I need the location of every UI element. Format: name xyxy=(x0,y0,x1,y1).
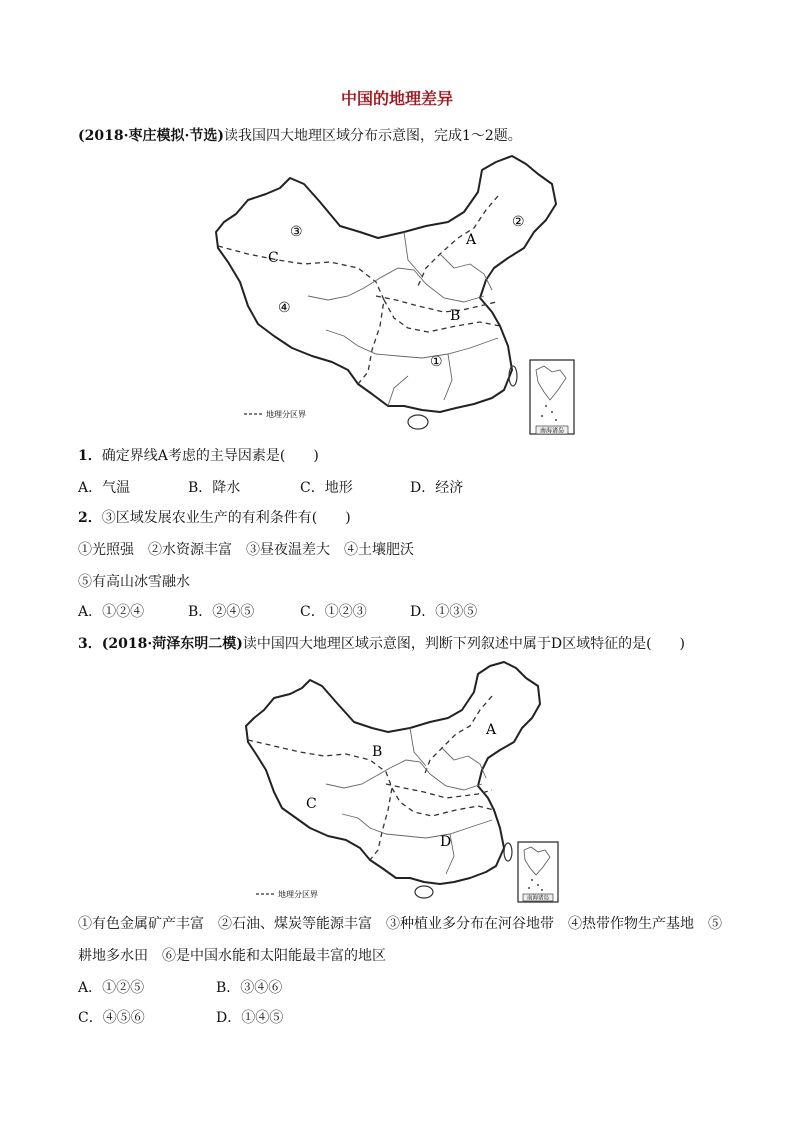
q3-option-c[interactable]: C．④⑤⑥ xyxy=(78,1010,145,1026)
intro-line xyxy=(78,126,522,146)
q3-option-a[interactable]: A．①②⑤ xyxy=(78,980,145,996)
map1-label-4: ④ xyxy=(278,300,291,316)
q2-option-b[interactable]: B．②④⑤ xyxy=(188,604,255,620)
q1-stem-line xyxy=(78,446,319,466)
map1-label-c: C xyxy=(268,250,279,266)
map1-label-3: ③ xyxy=(290,224,303,240)
yangtze-river xyxy=(326,330,498,358)
china-outline xyxy=(216,156,556,412)
map2-label-a: A xyxy=(486,722,497,738)
q2-option-c[interactable]: C．①②③ xyxy=(300,604,367,620)
map2-label-c: C xyxy=(306,796,317,812)
map1-label-a: A xyxy=(466,232,477,248)
sea-islands-inset-2 xyxy=(518,842,558,902)
china-regions-map-2 xyxy=(238,656,568,906)
boundary-c xyxy=(218,246,384,384)
boundary-inner-2 xyxy=(392,788,494,816)
sea-islands-inset xyxy=(530,360,574,435)
map1-label-b: B xyxy=(450,308,461,324)
intro-source: (2018·枣庄模拟·节选) xyxy=(78,128,224,144)
china-regions-map-1 xyxy=(208,150,588,438)
q1-option-b[interactable]: B．降水 xyxy=(188,480,241,496)
q2-number: 2． xyxy=(78,510,102,526)
q2-statements-1: ①光照强 ②水资源丰富 ③昼夜温差大 ④土壤肥沃 xyxy=(78,542,414,558)
q3-stem: 读中国四大地理区域示意图，判断下列叙述中属于D区域特征的是( ) xyxy=(242,636,685,652)
q3-statements-1: ①有色金属矿产丰富 ②石油、煤炭等能源丰富 ③种植业多分布在河谷地带 ④热带作物生产基地 ⑤ xyxy=(78,916,722,932)
map1-label-2: ② xyxy=(512,214,525,230)
map2-label-b: B xyxy=(372,744,383,760)
q1-option-c[interactable]: C．地形 xyxy=(300,480,353,496)
q2-stem-line xyxy=(78,508,351,528)
q3-statements-2: 耕地多水田 ⑥是中国水能和太阳能最丰富的地区 xyxy=(78,948,386,964)
boundary-c-2 xyxy=(248,740,392,860)
map1-label-1: ① xyxy=(430,354,443,370)
q3-number: 3． xyxy=(78,636,102,652)
q1-stem: 确定界线A考虑的主导因素是( ) xyxy=(101,448,319,464)
q2-option-d[interactable]: D．①③⑤ xyxy=(410,604,478,620)
map2-legend-text: 地理分区界 xyxy=(278,890,318,899)
q3-source: (2018·菏泽东明二模) xyxy=(101,636,243,652)
map1-legend xyxy=(244,409,306,419)
map2-legend xyxy=(256,889,318,899)
q1-option-a[interactable]: A．气温 xyxy=(78,480,131,496)
q1-number: 1． xyxy=(78,448,102,464)
q2-statements-2: ⑤有高山冰雪融水 xyxy=(78,574,190,590)
province-lines xyxy=(388,232,492,406)
q2-stem: ③区域发展农业生产的有利条件有( ) xyxy=(101,510,351,526)
china-outline-2 xyxy=(246,662,540,884)
q3-option-b[interactable]: B．③④⑥ xyxy=(216,980,283,996)
inset-label-2: 南海诸岛 xyxy=(526,895,550,902)
map2-label-d: D xyxy=(440,834,452,850)
inset-label-1: 南海诸岛 xyxy=(539,427,565,435)
q1-option-d[interactable]: D．经济 xyxy=(410,480,464,496)
yellow-river xyxy=(308,268,484,302)
page-title: 中国的地理差异 xyxy=(340,89,453,108)
q2-option-a[interactable]: A．①②④ xyxy=(78,604,145,620)
boundary-a-2 xyxy=(424,696,492,776)
islands xyxy=(408,366,517,429)
q3-option-d[interactable]: D．①④⑤ xyxy=(216,1010,284,1026)
boundary-b xyxy=(376,296,496,312)
q3-stem-line xyxy=(78,634,685,654)
boundary-a xyxy=(418,196,498,286)
intro-text: 读我国四大地理区域分布示意图，完成1～2题。 xyxy=(223,128,522,144)
map1-legend-text: 地理分区界 xyxy=(266,410,306,419)
